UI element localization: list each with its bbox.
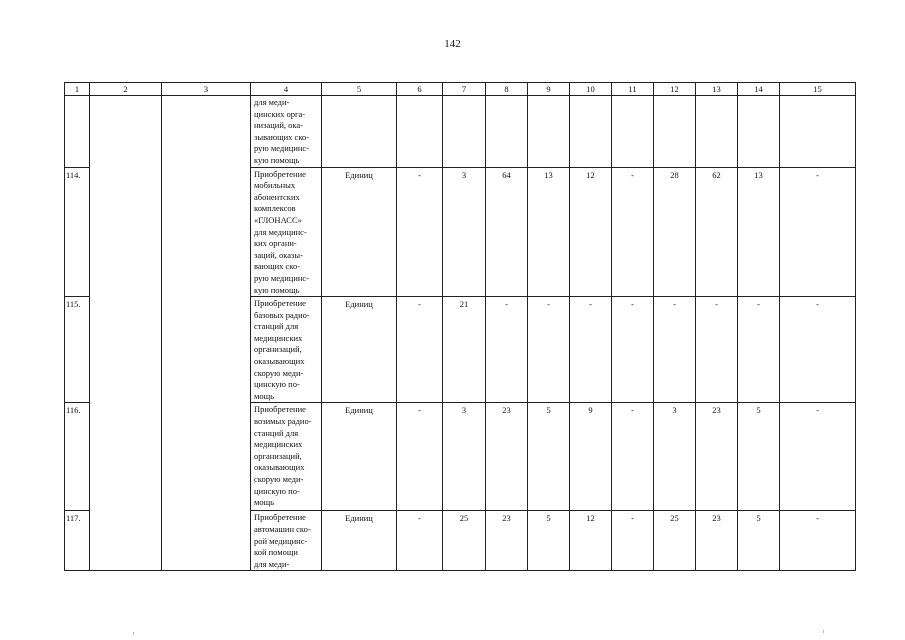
item-description xyxy=(251,167,322,297)
description-line: цинскую по- xyxy=(254,379,300,390)
item-description xyxy=(251,297,322,403)
row-number xyxy=(65,96,90,168)
value-cell: 23 xyxy=(696,511,738,571)
value-cell: - xyxy=(612,297,654,403)
row-number: 114. xyxy=(65,167,90,297)
unit-cell: Единиц xyxy=(322,167,397,297)
value-cell: - xyxy=(570,297,612,403)
description-line: организаций, xyxy=(254,450,302,461)
description-line: мощь xyxy=(254,390,275,401)
description-line: Приобретение xyxy=(254,512,306,523)
page-number: 142 xyxy=(444,38,461,50)
value-cell: 13 xyxy=(528,167,570,297)
value-cell: - xyxy=(397,403,443,511)
description-line: «ГЛОНАСС» xyxy=(254,214,302,225)
value-cell: 5 xyxy=(528,511,570,571)
description-line: зывающих ско- xyxy=(254,131,310,142)
description-line: оказывающих xyxy=(254,356,305,367)
unit-cell: Единиц xyxy=(322,511,397,571)
value-cell: - xyxy=(780,297,856,403)
data-table xyxy=(64,82,856,571)
description-line: вающих ско- xyxy=(254,261,301,272)
description-line: станций для xyxy=(254,321,299,332)
value-cell: 5 xyxy=(528,403,570,511)
value-cell xyxy=(397,96,443,168)
description-line: медицинских xyxy=(254,439,303,450)
description-line: скорую меди- xyxy=(254,474,304,484)
value-cell: 3 xyxy=(443,403,486,511)
value-cell xyxy=(780,96,856,168)
row-number: 116. xyxy=(65,403,90,511)
description-line: цинских орга- xyxy=(254,108,306,119)
value-cell: 25 xyxy=(443,511,486,571)
value-cell: - xyxy=(612,167,654,297)
value-cell: 5 xyxy=(738,403,780,511)
value-cell: 21 xyxy=(443,297,486,403)
item-description xyxy=(251,403,322,511)
description-line: цинскую по- xyxy=(254,485,300,496)
description-line: Приобретение xyxy=(254,168,306,179)
description-line: рую медицинс- xyxy=(254,272,310,283)
value-cell: 13 xyxy=(738,167,780,297)
header-cell: 3 xyxy=(162,83,251,96)
value-cell: - xyxy=(696,297,738,403)
unit-cell: Единиц xyxy=(322,403,397,511)
value-cell: - xyxy=(780,167,856,297)
value-cell: - xyxy=(738,297,780,403)
row-number: 115. xyxy=(65,297,90,403)
description-line: абонентских xyxy=(254,191,300,202)
description-line: Приобретение xyxy=(254,404,306,415)
scan-mark xyxy=(133,632,134,635)
value-cell xyxy=(486,96,528,168)
description-line: организаций, xyxy=(254,344,302,355)
description-line: ких органи- xyxy=(254,238,297,249)
row-number: 117. xyxy=(65,511,90,571)
value-cell: 9 xyxy=(570,403,612,511)
value-cell xyxy=(570,96,612,168)
scan-mark xyxy=(823,630,824,633)
header-cell: 14 xyxy=(738,83,780,96)
header-row xyxy=(65,83,856,96)
value-cell: - xyxy=(612,403,654,511)
description-line: рую медицинс- xyxy=(254,143,310,154)
value-cell: - xyxy=(528,297,570,403)
description-line: низаций, ока- xyxy=(254,120,303,131)
description-line: медицинских xyxy=(254,332,303,343)
value-cell: 23 xyxy=(696,403,738,511)
header-cell: 10 xyxy=(570,83,612,96)
value-cell: 5 xyxy=(738,511,780,571)
value-cell xyxy=(654,96,696,168)
description-line: заций, оказы- xyxy=(254,249,303,260)
item-description xyxy=(251,511,322,571)
program-detail-cell xyxy=(162,96,251,571)
description-line: станций для xyxy=(254,427,299,438)
value-cell xyxy=(443,96,486,168)
header-cell: 7 xyxy=(443,83,486,96)
description-line: для меди- xyxy=(254,558,290,569)
value-cell: 28 xyxy=(654,167,696,297)
header-cell: 13 xyxy=(696,83,738,96)
value-cell: 12 xyxy=(570,511,612,571)
description-line: мобильных xyxy=(254,180,296,191)
description-line: для меди- xyxy=(254,97,290,107)
value-cell: - xyxy=(654,297,696,403)
value-cell xyxy=(612,96,654,168)
value-cell: 3 xyxy=(654,403,696,511)
value-cell: - xyxy=(612,511,654,571)
value-cell: 62 xyxy=(696,167,738,297)
table-row xyxy=(65,96,856,168)
value-cell: - xyxy=(397,167,443,297)
description-line: скорую меди- xyxy=(254,367,304,378)
description-line: кую помощь xyxy=(254,284,300,295)
description-line: автомашин ско- xyxy=(254,524,311,535)
value-cell: - xyxy=(397,511,443,571)
header-cell: 6 xyxy=(397,83,443,96)
unit-cell xyxy=(322,96,397,168)
unit-cell: Единиц xyxy=(322,297,397,403)
header-cell: 5 xyxy=(322,83,397,96)
value-cell xyxy=(696,96,738,168)
header-cell: 4 xyxy=(251,83,322,96)
description-line: комплексов xyxy=(254,203,296,214)
value-cell: 25 xyxy=(654,511,696,571)
description-line: базовых радио- xyxy=(254,309,310,320)
header-cell: 2 xyxy=(90,83,162,96)
value-cell: - xyxy=(780,403,856,511)
description-line: для медицинс- xyxy=(254,226,307,237)
description-line: возимых радио- xyxy=(254,416,312,427)
value-cell: 23 xyxy=(486,511,528,571)
item-description xyxy=(251,96,322,168)
description-line: оказывающих xyxy=(254,462,305,473)
value-cell: 64 xyxy=(486,167,528,297)
description-line: рой медицинс- xyxy=(254,535,308,546)
program-name-cell xyxy=(90,96,162,571)
header-cell: 8 xyxy=(486,83,528,96)
description-line: кую помощь xyxy=(254,154,300,165)
description-line: мощь xyxy=(254,497,275,508)
header-cell: 12 xyxy=(654,83,696,96)
header-cell: 1 xyxy=(65,83,90,96)
header-cell: 11 xyxy=(612,83,654,96)
value-cell: - xyxy=(486,297,528,403)
value-cell: - xyxy=(397,297,443,403)
value-cell xyxy=(738,96,780,168)
value-cell: 23 xyxy=(486,403,528,511)
header-cell: 15 xyxy=(780,83,856,96)
value-cell xyxy=(528,96,570,168)
value-cell: 3 xyxy=(443,167,486,297)
description-line: Приобретение xyxy=(254,298,306,309)
description-line: кой помощи xyxy=(254,547,298,558)
value-cell: 12 xyxy=(570,167,612,297)
header-cell: 9 xyxy=(528,83,570,96)
value-cell: - xyxy=(780,511,856,571)
